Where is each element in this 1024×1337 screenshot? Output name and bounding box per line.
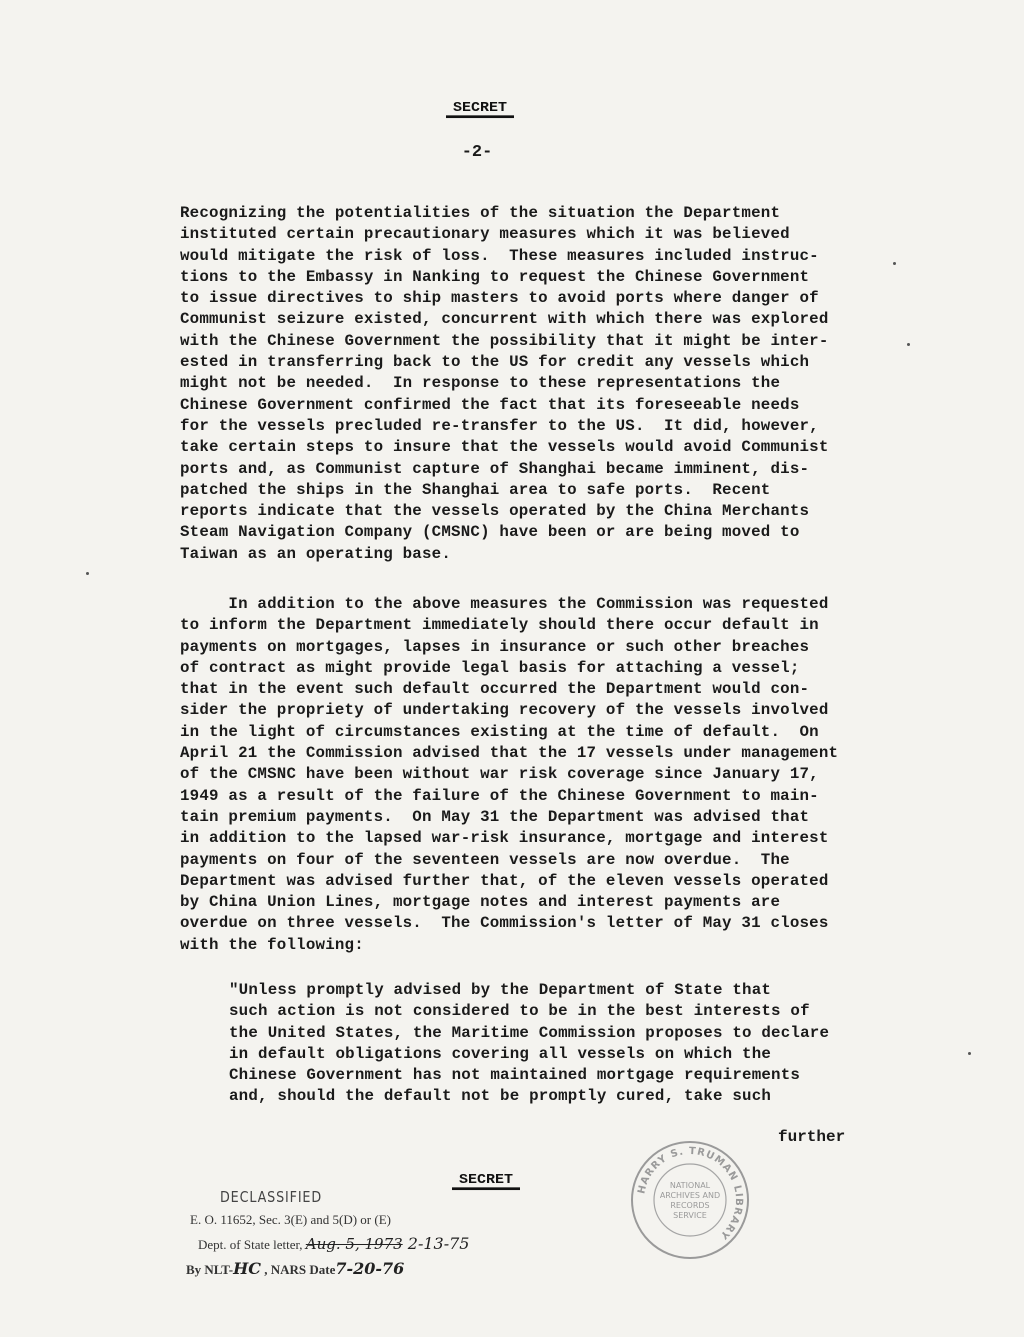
declassified-letter-prefix: Dept. of State letter, (198, 1237, 306, 1252)
archive-seal-icon (628, 1138, 752, 1262)
declassified-letter-handwritten-date: 2-13-75 (402, 1234, 470, 1253)
paragraph-2: In addition to the above measures the Commission was requested to inform the Department immediately should there occur default in payments on mortgages, lapses in insurance or such other breaches of contract as might provide legal basis for attaching a vessel; that in the event such default occurred the Department would con- sider the propriety of undertaking recovery of the vessels involved in the light of circumstances existing at the time of default. On April 21 the Commission advised that the 17 vessels under management of the CMSNC have been without war risk coverage since January 17, 1949 as a result of the failure of the Chinese Government to main- tain premium payments. On May 31 the Department was advised that in addition to the lapsed war-risk insurance, mortgage and interest payments on four of the seventeen vessels are now overdue. The Department was advised further that, of the eleven vessels operated by China Union Lines, mortgage notes and interest payments are overdue on three vessels. The Commission's letter of May 31 closes with the following: (180, 595, 839, 954)
declassified-letter-struck-date: Aug. 5, 1973 (305, 1235, 403, 1253)
declassified-nars-date: 7-20-76 (335, 1259, 405, 1278)
paragraph-1: Recognizing the potentialities of the situation the Department instituted certain precautionary measures which it was believed would mitigate the risk of loss. These measures included instruc- tions to the Embassy in Nanking to request the Chinese Government to issue directives to ship masters to avoid ports where danger of Communist seizure existed, concurrent with which there was explored with the Chinese Government the possibility that it might be inter- ested in transferring back to the US for credit any vessels which might not be needed. In response to these representations the Chinese Government confirmed the fact that its foreseeable needs for the vessels precluded re-transfer to the US. It did, however, take certain steps to insure that the vessels would avoid Communist ports and, as Communist capture of Shanghai became imminent, dis- patched the ships in the Shanghai area to safe ports. Recent reports indicate that the vessels operated by the China Merchants Steam Navigation Company (CMSNC) have been or are being moved to Taiwan as an operating base. (180, 204, 829, 563)
declassified-authority-line: E. O. 11652, Sec. 3(E) and 5(D) or (E) (190, 1212, 391, 1227)
declassified-reviewer-initials: HC (233, 1259, 261, 1278)
quoted-letter: "Unless promptly advised by the Department of State that such action is not considered to be in the best interests of the United States, the Maritime Commission proposes to declare in default obligations covering all vessels on which the Chinese Government has not maintained mortgage requirements and, should the default not be promptly cured, take such (229, 981, 830, 1106)
paper-speck (86, 572, 89, 575)
declassification-stamp (188, 1188, 469, 1278)
paper-speck (907, 343, 910, 346)
seal-center-line-2: ARCHIVES AND (659, 1191, 721, 1200)
seal-inner-ring (654, 1164, 726, 1236)
seal-center-line-3: RECORDS (670, 1201, 710, 1210)
declassified-reviewer-prefix: By NLT- (186, 1262, 234, 1277)
declassified-letter-line (198, 1234, 469, 1253)
seal-outer-ring (632, 1142, 748, 1258)
paper-speck (968, 1052, 971, 1055)
classification-marking-bottom: SECRET (452, 1173, 520, 1190)
page-number: -2- (461, 143, 493, 162)
seal-ring-text: HARRY S. TRUMAN LIBRARY (636, 1145, 745, 1242)
paper-speck (893, 262, 896, 265)
continuation-word: further (778, 1128, 846, 1146)
declassified-reviewer-line (186, 1259, 469, 1278)
declassified-nars-label: , NARS Date (260, 1262, 336, 1277)
seal-center-line-1: NATIONAL (669, 1181, 711, 1190)
classification-marking-top: SECRET (446, 101, 514, 118)
declassified-title: DECLASSIFIED (220, 1188, 323, 1206)
seal-center-line-4: SERVICE (673, 1211, 707, 1220)
